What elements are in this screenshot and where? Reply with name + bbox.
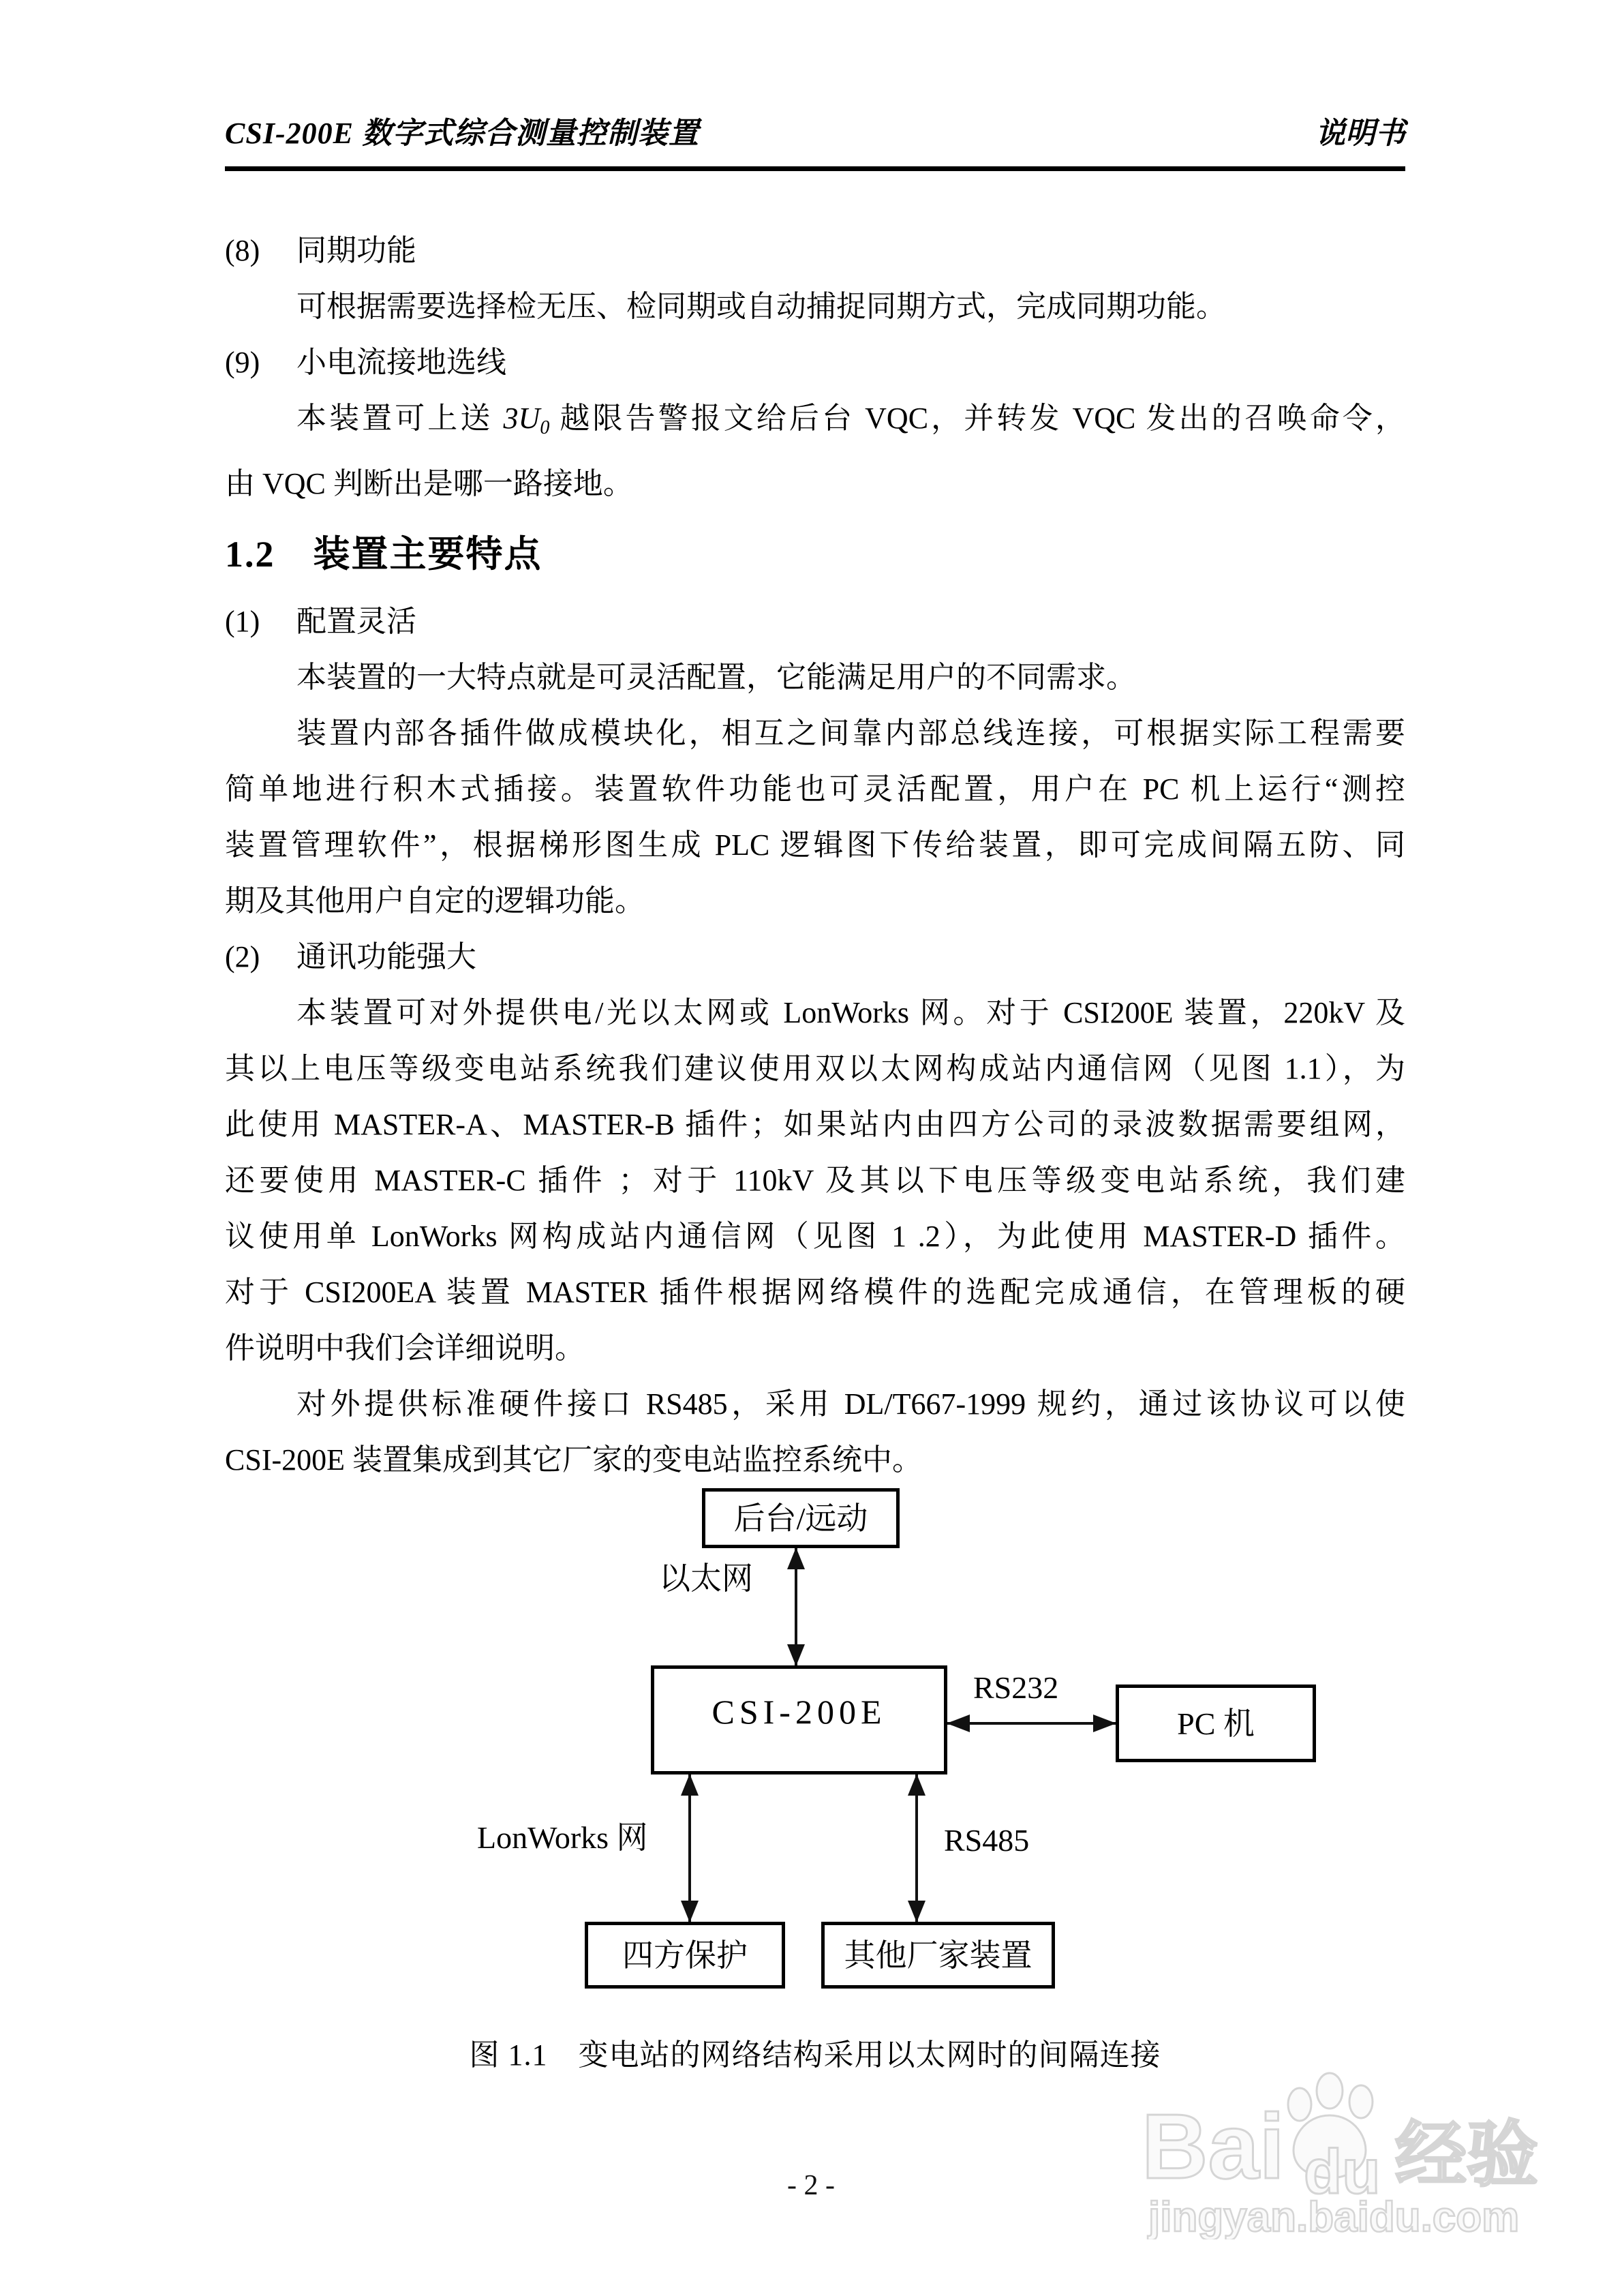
ethernet-double-arrow [795, 1548, 797, 1665]
figure-caption: 图 1.1 变电站的网络结构采用以太网时的间隔连接 [469, 2038, 1161, 2072]
header-title: CSI-200E 数字式综合测量控制装置 [225, 117, 699, 150]
header-doc-type: 说明书 [1315, 117, 1405, 150]
watermark-du-text: du [1304, 2137, 1381, 2207]
page-number: - 2 - [787, 2170, 835, 2201]
lonworks-label: LonWorks 网 [477, 1820, 648, 1855]
rs485-double-arrow [915, 1774, 918, 1922]
paragraph-line: 本装置可对外提供电/光以太网或 LonWorks 网。对于 CSI200E 装置，220kV 及 [296, 996, 1405, 1029]
ethernet-label: 以太网 [659, 1561, 753, 1596]
paragraph-line: 装置内部各插件做成模块化，相互之间靠内部总线连接，可根据实际工程需要 [296, 716, 1405, 750]
paragraph-line: 简单地进行积木式插接。装置软件功能也可灵活配置，用户在 PC 机上运行“测控 [225, 772, 1405, 806]
list-item-number: (8) [225, 234, 260, 267]
node-backstage-box [702, 1488, 900, 1548]
list-item-number: (1) [225, 605, 260, 638]
network-topology-figure [225, 1488, 1405, 2088]
baidu-jingyan-watermark [1142, 2062, 1550, 2239]
body-text [225, 223, 1405, 1488]
watermark-url-text: jingyan.baidu.com [1148, 2194, 1520, 2239]
paragraph-line: 可根据需要选择检无压、检同期或自动捕捉同期方式，完成同期功能。 [296, 290, 1226, 323]
page-header [225, 0, 1405, 171]
node-sifang-box [585, 1922, 785, 1989]
lonworks-double-arrow [688, 1774, 691, 1922]
node-pc-label: PC 机 [1177, 1706, 1255, 1741]
paragraph-line: 装置管理软件”，根据梯形图生成 PLC 逻辑图下传给装置，即可完成间隔五防、同 [225, 828, 1405, 862]
node-backstage-label: 后台/远动 [733, 1501, 868, 1536]
node-sifang-label: 四方保护 [622, 1938, 748, 1973]
rs232-double-arrow [947, 1722, 1116, 1725]
paragraph-line: 件说明中我们会详细说明。 [225, 1331, 585, 1365]
baidu-logo-watermark [1142, 2062, 1550, 2239]
paragraph-line: 对外提供标准硬件接口 RS485，采用 DL/T667-1999 规约，通过该协议可以使 [296, 1387, 1405, 1421]
watermark-jingyan-cn-text: 经验 [1395, 2115, 1539, 2195]
paragraph-line: 本装置可上送 3U0 越限告警报文给后台 VQC，并转发 VQC 发出的召唤命令， [296, 402, 1405, 438]
list-item-2: (2) 通讯功能强大 [225, 929, 1405, 985]
rs232-label: RS232 [973, 1670, 1059, 1705]
watermark-baidu-text: Bai [1142, 2095, 1285, 2198]
paragraph-line: 议使用单 LonWorks 网构成站内通信网（见图 1 .2），为此使用 MASTER-D 插件。 [225, 1220, 1405, 1253]
paragraph-line: 此使用 MASTER-A、MASTER-B 插件；如果站内由四方公司的录波数据需要组网， [225, 1108, 1405, 1141]
node-pc-box [1116, 1685, 1316, 1762]
paragraph-line: 对于 CSI200EA 装置 MASTER 插件根据网络模件的选配完成通信，在管理板的硬 [225, 1275, 1405, 1309]
section-heading: 1.2 装置主要特点 [225, 534, 542, 575]
list-item-8: (8) 同期功能 [225, 223, 1405, 279]
list-item-number: (2) [225, 940, 260, 973]
paragraph-line: 本装置的一大特点就是可灵活配置，它能满足用户的不同需求。 [296, 661, 1136, 694]
list-item-1: (1) 配置灵活 [225, 594, 1405, 650]
list-item-number: (9) [225, 346, 260, 379]
node-other-vendor-label: 其他厂家装置 [844, 1938, 1032, 1973]
paragraph-line: 还要使用 MASTER-C 插件 ；对于 110kV 及其以下电压等级变电站系统，我们建 [225, 1164, 1405, 1197]
paragraph-line: CSI-200E 装置集成到其它厂家的变电站监控系统中。 [225, 1443, 922, 1477]
node-other-vendor-box [821, 1922, 1055, 1989]
paragraph-line: 由 VQC 判断出是哪一路接地。 [225, 467, 633, 500]
node-device-box [651, 1665, 947, 1774]
list-item-9: (9) 小电流接地选线 [225, 335, 1405, 391]
paragraph-line: 其以上电压等级变电站系统我们建议使用双以太网构成站内通信网（见图 1.1），为 [225, 1052, 1405, 1085]
rs485-label: RS485 [944, 1823, 1030, 1858]
node-device-label: CSI-200E [711, 1693, 887, 1731]
paragraph-line: 期及其他用户自定的逻辑功能。 [225, 884, 645, 918]
